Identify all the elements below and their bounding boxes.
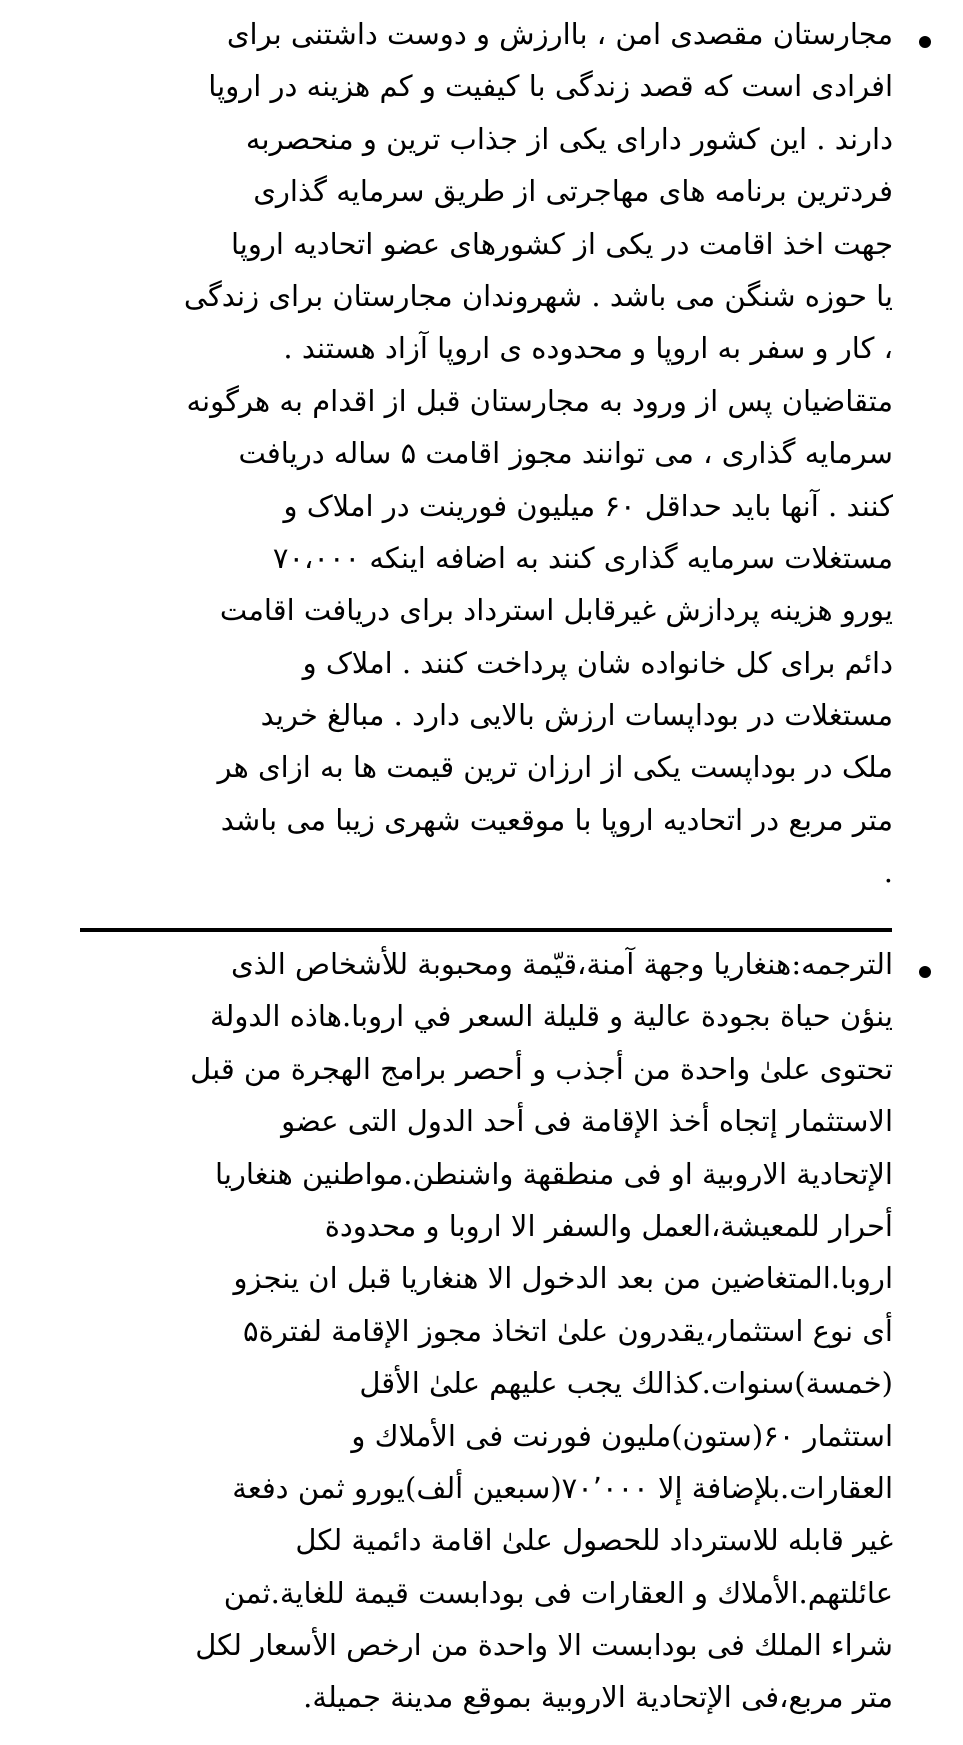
paragraph-line: شراء الملك فی بودابست الا واحدة من ارخص الأسعار لكل [195, 1628, 893, 1663]
bullet-point-icon [919, 966, 931, 978]
paragraph-line: مستغلات سرمایه گذاری کنند به اضافه اینکه ۷۰،۰۰۰ [272, 540, 893, 575]
paragraph-line: اروبا.المتغاضين من بعد الدخول الا هنغاريا قبل ان ينجزو [233, 1261, 893, 1296]
arabic-paragraph [73, 938, 893, 1724]
paragraph-line: کنند . آنها باید حداقل ۶۰ میلیون فورینت در املاک و [283, 488, 893, 523]
paragraph-line: افرادی است که قصد زندگی با کیفیت و کم هزینه در اروپا [208, 69, 893, 104]
paragraph-line: غير قابله للاسترداد للحصول علیٰ اقامة دائمية لكل [295, 1523, 893, 1558]
paragraph-line: تحتوی علیٰ واحدة من أجذب و أحصر برامج الهجرة من قبل [190, 1051, 893, 1086]
paragraph-line: عائلتهم.الأملاك و العقارات فی بودابست قيمة للغاية.ثمن [223, 1575, 893, 1610]
paragraph-line: الاستثمار إتجاه أخذ الإقامة فی أحد الدول التی عضو [281, 1104, 893, 1139]
paragraph-line: أی نوع استثمار،يقدرون علیٰ اتخاذ مجوز الإقامة لفترة۵ [242, 1313, 893, 1348]
paragraph-line: سرمایه گذاری ، می توانند مجوز اقامت ۵ ساله دریافت [238, 436, 893, 471]
paragraph-line: ملک در بوداپست یکی از ارزان ترین قیمت ها به ازای هر [217, 750, 893, 785]
paragraph-line: متقاضیان پس از ورود به مجارستان قبل از اقدام به هرگونه [186, 383, 893, 418]
paragraph-line: أحرار للمعيشة،العمل والسفر الا اروبا و محدودة [324, 1208, 893, 1243]
paragraph-line: یورو هزینه پردازش غیرقابل استرداد برای دریافت اقامت [219, 593, 893, 628]
persian-paragraph [73, 8, 893, 899]
paragraph-line: یا حوزه شنگن می باشد . شهروندان مجارستان برای زندگی [183, 278, 893, 313]
paragraph-line: استثمار ۶۰(ستون)مليون فورنت فی الأملاك و [351, 1418, 893, 1453]
paragraph-line: ، کار و سفر به اروپا و محدوده ی اروپا آزاد هستند . [283, 331, 893, 366]
paragraph-line: جهت اخذ اقامت در یکی از کشورهای عضو اتحادیه اروپا [230, 226, 893, 261]
paragraph-line: مجارستان مقصدی امن ، باارزش و دوست داشتنی برای [226, 17, 893, 51]
paragraph-line: الإتحادية الاروبية او فی منطقهة واشنطن.مواطنين هنغاريا [214, 1156, 893, 1191]
paragraph-line: . [883, 855, 893, 890]
paragraph-line: متر مربع،فی الإتحادية الاروبية بموقع مدينة جميلة. [303, 1680, 893, 1715]
paragraph-line: الترجمه:هنغاريا وجهة آمنة،قيّمة ومحبوبة للأشخاص الذی [230, 947, 893, 981]
paragraph-line: فردترین برنامه های مهاجرتی از طریق سرمایه گذاری [253, 174, 893, 209]
paragraph-line: دائم برای کل خانواده شان پرداخت کنند . املاک و [302, 645, 893, 680]
bullet-point-icon [919, 36, 931, 48]
paragraph-line: مستغلات در بوداپسات ارزش بالایی دارد . مبالغ خرید [260, 698, 893, 733]
paragraph-line: (خمسة)سنوات.كذالك يجب عليهم علیٰ الأقل [359, 1366, 893, 1401]
horizontal-divider [80, 928, 892, 932]
paragraph-line: العقارات.بلإضافة إلا ۷۰٬۰۰۰(سبعين ألف)يورو ثمن دفعة [232, 1470, 893, 1505]
paragraph-line: ينؤن حياة بجودة عالية و قليلة السعر في اروبا.هاذه الدولة [209, 999, 893, 1034]
paragraph-line: متر مربع در اتحادیه اروپا با موقعیت شهری زیبا می باشد [220, 802, 893, 837]
paragraph-line: دارند . این کشور دارای یکی از جذاب ترین و منحصربه [245, 121, 893, 156]
